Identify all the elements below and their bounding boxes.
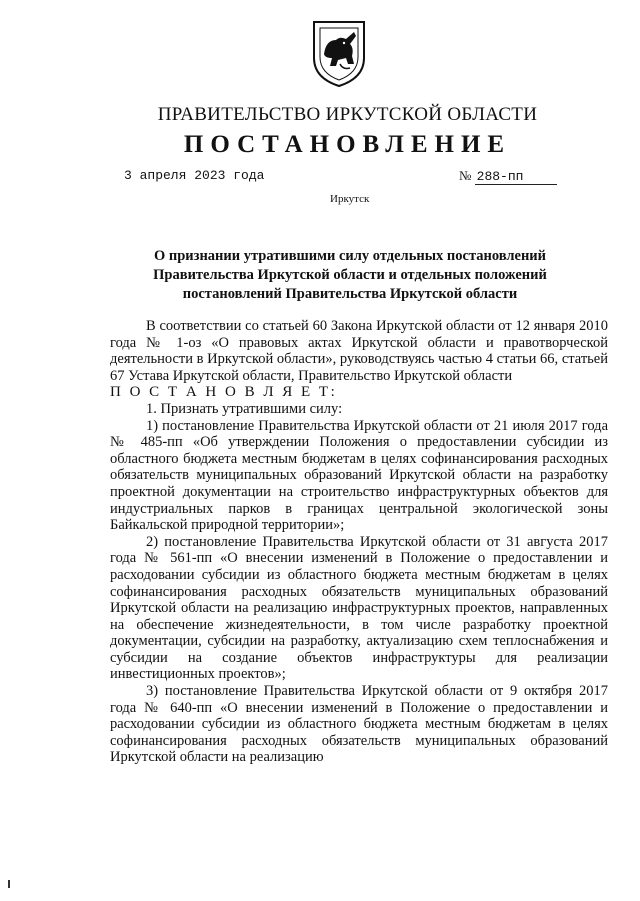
decree-date: 3 апреля 2023 года	[124, 168, 265, 183]
subitem: 3) постановление Правительства Иркутской области от 9 октября 2017 года № 640-пп «О внесении изменений в Положение о предоставлении и расходовании субсидии из областного бюджета местным бюджетам в целях софинансирования расходных обязательств муниципальных образований Иркутской области на реализацию	[110, 683, 608, 766]
document-body	[110, 318, 608, 766]
item-1: 1. Признать утратившими силу:	[146, 400, 343, 417]
decree-number	[459, 168, 557, 185]
scan-margin-mark	[8, 880, 10, 888]
decree-verb: П О С Т А Н О В Л Я Е Т:	[110, 384, 338, 401]
document-title: О признании утратившими силу отдельных постановлений Правительства Иркутской области и отдельных положений постановлений Правительства Иркутской области	[153, 248, 547, 302]
city: Иркутск	[330, 193, 370, 205]
coat-of-arms-icon	[310, 18, 368, 88]
irkutsk-coat-of-arms	[310, 18, 368, 88]
subitem-list	[110, 418, 608, 766]
number-sign: №	[459, 168, 472, 183]
subitem: 2) постановление Правительства Иркутской области от 31 августа 2017 года № 561-пп «О внесении изменений в Положение о предоставлении и расходовании субсидии из областного бюджета местным бюджетам в целях софинансирования расходных обязательств муниципальных образований Иркутской области на реализацию инфраструктурных проектов, направленных на обеспечение жизнедеятельности, в том числе разработку проектной документации, субсидии на разработку, актуализацию схем теплоснабжения и субсидии на создание объектов инфраструктуры для реализации инвестиционных проектов»;	[110, 533, 608, 683]
document-type: ПОСТАНОВЛЕНИЕ	[183, 131, 512, 158]
subitem: 1) постановление Правительства Иркутской области от 21 июля 2017 года № 485-пп «Об утверждении Положения о предоставлении субсидии из областного бюджета местным бюджетам в целях софинансирования расходных обязательств муниципальных образований Иркутской области на разработку проектной документации на строительство инфраструктурных объектов для индустриальных парков в границах центральной экологической зоны Байкальской природной территории»;	[110, 417, 608, 534]
government-name: ПРАВИТЕЛЬСТВО ИРКУТСКОЙ ОБЛАСТИ	[157, 104, 538, 125]
number-value: 288-пп	[475, 169, 557, 185]
preamble: В соответствии со статьей 60 Закона Иркутской области от 12 января 2010 года № 1-оз «О правовых актах Иркутской области и правотворческой деятельности в Иркутской области», руководствуясь частью 4 статьи 66, статьей 67 Устава Иркутской области, Правительство Иркутской области	[110, 318, 608, 384]
